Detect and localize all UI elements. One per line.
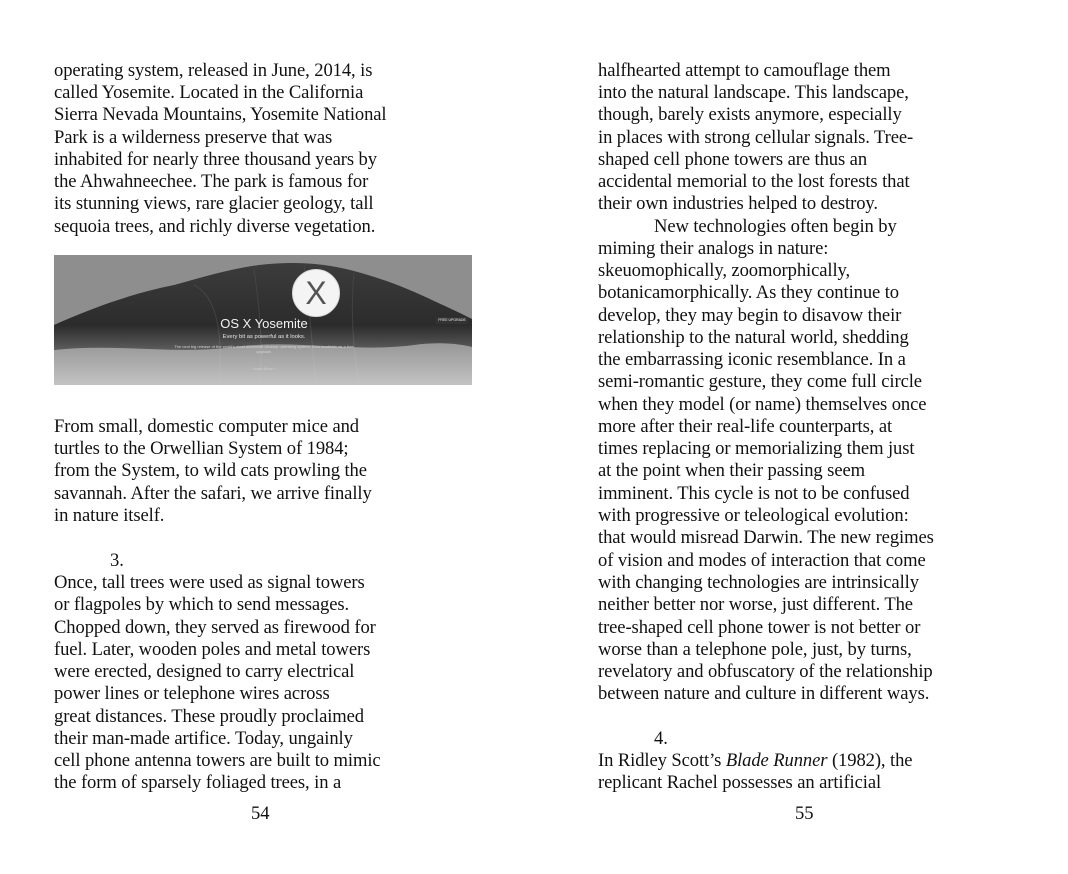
text-line: more after their real-life counterparts, at xyxy=(598,416,893,437)
text-line: From small, domestic computer mice and xyxy=(54,416,359,437)
text-line: inhabited for nearly three thousand years by xyxy=(54,149,377,170)
text-line: their man-made artifice. Today, ungainly xyxy=(54,728,353,749)
text-line: called Yosemite. Located in the California xyxy=(54,82,364,103)
text-line: sequoia trees, and richly diverse vegetation. xyxy=(54,216,376,237)
page-number: 55 xyxy=(795,803,814,824)
text-line: the form of sparsely foliaged trees, in a xyxy=(54,772,342,793)
text-line: turtles to the Orwellian System of 1984; xyxy=(54,438,349,459)
text-run: In Ridley Scott’s xyxy=(598,750,726,771)
text-line: tree-shaped cell phone tower is not better or xyxy=(598,617,921,638)
film-title: Blade Runner xyxy=(725,750,828,771)
text-line: between nature and culture in different ways. xyxy=(598,683,930,704)
text-line: the embarrassing iconic resemblance. In a xyxy=(598,349,906,370)
text-line: New technologies often begin by xyxy=(654,216,897,237)
text-line: were erected, designed to carry electrical xyxy=(54,661,355,682)
text-line: at the point when their passing seem xyxy=(598,460,865,481)
text-line: great distances. These proudly proclaimed xyxy=(54,706,364,727)
text-line: Chopped down, they served as firewood for xyxy=(54,617,376,638)
section-number: 4. xyxy=(654,728,668,749)
text-line: though, barely exists anymore, especially xyxy=(598,104,902,125)
figure-title: OS X Yosemite xyxy=(220,316,308,331)
text-line: in nature itself. xyxy=(54,505,165,526)
text-line: the Ahwahneechee. The park is famous for xyxy=(54,171,369,192)
text-line: miming their analogs in nature: xyxy=(598,238,829,259)
text-line: with changing technologies are intrinsically xyxy=(598,572,919,593)
text-line: from the System, to wild cats prowling the xyxy=(54,460,367,481)
text-line: Sierra Nevada Mountains, Yosemite National xyxy=(54,104,387,125)
text-line xyxy=(598,750,912,772)
x-logo-icon: X xyxy=(305,275,327,311)
text-line: its stunning views, rare glacier geology, tall xyxy=(54,193,374,214)
text-line: power lines or telephone wires across xyxy=(54,683,330,704)
text-line: botanicamorphically. As they continue to xyxy=(598,282,899,303)
text-line: relationship to the natural world, shedding xyxy=(598,327,909,348)
text-line: in places with strong cellular signals. Tree- xyxy=(598,127,914,148)
text-line: when they model (or name) themselves once xyxy=(598,394,927,415)
text-line: worse than a telephone pole, just, by turns, xyxy=(598,639,912,660)
text-line: times replacing or memorializing them just xyxy=(598,438,915,459)
text-line: replicant Rachel possesses an artificial xyxy=(598,772,882,793)
text-line: into the natural landscape. This landscape, xyxy=(598,82,909,103)
text-line: revelatory and obfuscatory of the relationship xyxy=(598,661,933,682)
text-line: of vision and modes of interaction that come xyxy=(598,550,926,571)
text-line: imminent. This cycle is not to be confused xyxy=(598,483,910,504)
text-line: fuel. Later, wooden poles and metal towers xyxy=(54,639,371,660)
text-line: develop, they may begin to disavow their xyxy=(598,305,902,326)
text-line: savannah. After the safari, we arrive finally xyxy=(54,483,372,504)
yosemite-screenshot-figure xyxy=(54,255,472,385)
text-line: neither better nor worse, just different. The xyxy=(598,594,913,615)
figure-learn-more: Learn More › xyxy=(252,366,276,371)
text-line: accidental memorial to the lost forests that xyxy=(598,171,910,192)
text-line: Once, tall trees were used as signal towers xyxy=(54,572,365,593)
os-x-logo xyxy=(292,269,340,317)
text-line: cell phone antenna towers are built to mimic xyxy=(54,750,381,771)
text-line: with progressive or teleological evolution: xyxy=(598,505,909,526)
text-line: or flagpoles by which to send messages. xyxy=(54,594,350,615)
text-line: halfhearted attempt to camouflage them xyxy=(598,60,891,81)
figure-badge: FREE UPGRADE xyxy=(436,317,468,324)
text-line: skeuomophically, zoomorphically, xyxy=(598,260,851,281)
figure-body-text: The next big release of the world's most advanced desktop operating system. Now available as a free upgrade. xyxy=(174,344,354,354)
text-line: shaped cell phone towers are thus an xyxy=(598,149,868,170)
text-line: operating system, released in June, 2014, is xyxy=(54,60,373,81)
figure-tagline: Every bit as powerful as it looks. xyxy=(222,334,306,340)
text-line: their own industries helped to destroy. xyxy=(598,193,878,214)
text-line: that would misread Darwin. The new regimes xyxy=(598,527,934,548)
text-line: semi-romantic gesture, they come full circle xyxy=(598,371,922,392)
text-run: (1982), the xyxy=(827,750,913,771)
text-line: Park is a wilderness preserve that was xyxy=(54,127,333,148)
page-number: 54 xyxy=(251,803,270,824)
section-number: 3. xyxy=(110,550,124,571)
